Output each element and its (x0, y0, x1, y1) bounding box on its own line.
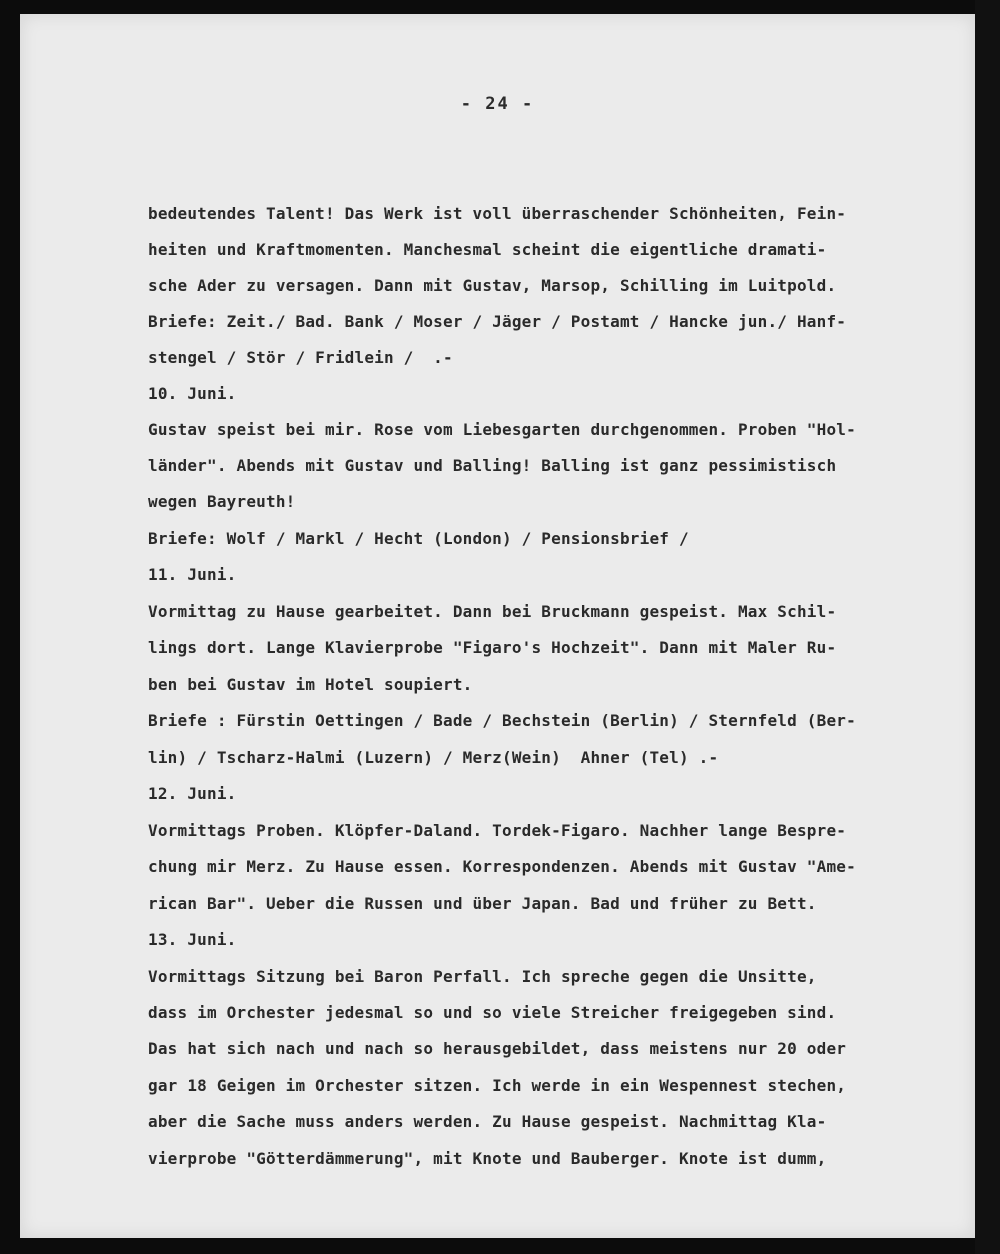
text-line: Das hat sich nach und nach so herausgebildet, dass meistens nur 20 oder (148, 1039, 847, 1058)
date-heading: 10. Juni. (148, 384, 237, 403)
text-line: wegen Bayreuth! (148, 492, 296, 511)
text-line: Vormittag zu Hause gearbeitet. Dann bei Bruckmann gespeist. Max Schil- (148, 602, 837, 621)
text-line: lings dort. Lange Klavierprobe "Figaro's Hochzeit". Dann mit Maler Ru- (148, 638, 837, 657)
text-line: sche Ader zu versagen. Dann mit Gustav, Marsop, Schilling im Luitpold. (148, 276, 837, 295)
text-line: bedeutendes Talent! Das Werk ist voll überraschender Schönheiten, Fein- (148, 204, 847, 223)
text-line: dass im Orchester jedesmal so und so viele Streicher freigegeben sind. (148, 1003, 837, 1022)
date-heading: 11. Juni. (148, 565, 237, 584)
text-line: ben bei Gustav im Hotel soupiert. (148, 675, 473, 694)
date-heading: 12. Juni. (148, 784, 237, 803)
text-line: stengel / Stör / Fridlein / .- (148, 348, 453, 367)
text-line: lin) / Tscharz-Halmi (Luzern) / Merz(Wein) Ahner (Tel) .- (148, 748, 719, 767)
text-line: heiten und Kraftmomenten. Manchesmal scheint die eigentliche dramati- (148, 240, 827, 259)
text-line: vierprobe "Götterdämmerung", mit Knote und Bauberger. Knote ist dumm, (148, 1149, 827, 1168)
text-line: länder". Abends mit Gustav und Balling! Balling ist ganz pessimistisch (148, 456, 837, 475)
text-line: Briefe: Zeit./ Bad. Bank / Moser / Jäger / Postamt / Hancke jun./ Hanf- (148, 312, 847, 331)
typewritten-page (20, 14, 975, 1238)
text-line: Briefe: Wolf / Markl / Hecht (London) / Pensionsbrief / (148, 529, 689, 548)
text-line: rican Bar". Ueber die Russen und über Japan. Bad und früher zu Bett. (148, 894, 817, 913)
text-line: Vormittags Sitzung bei Baron Perfall. Ich spreche gegen die Unsitte, (148, 967, 817, 986)
date-heading: 13. Juni. (148, 930, 237, 949)
text-line: Gustav speist bei mir. Rose vom Liebesgarten durchgenommen. Proben "Hol- (148, 420, 856, 439)
text-line: aber die Sache muss anders werden. Zu Hause gespeist. Nachmittag Kla- (148, 1112, 827, 1131)
scan-border (975, 0, 1000, 1254)
text-line: gar 18 Geigen im Orchester sitzen. Ich werde in ein Wespennest stechen, (148, 1076, 847, 1095)
text-line: Briefe : Fürstin Oettingen / Bade / Bechstein (Berlin) / Sternfeld (Ber- (148, 711, 856, 730)
page-number: - 24 - (460, 94, 535, 114)
text-line: Vormittags Proben. Klöpfer-Daland. Tordek-Figaro. Nachher lange Bespre- (148, 821, 847, 840)
text-line: chung mir Merz. Zu Hause essen. Korrespondenzen. Abends mit Gustav "Ame- (148, 857, 856, 876)
